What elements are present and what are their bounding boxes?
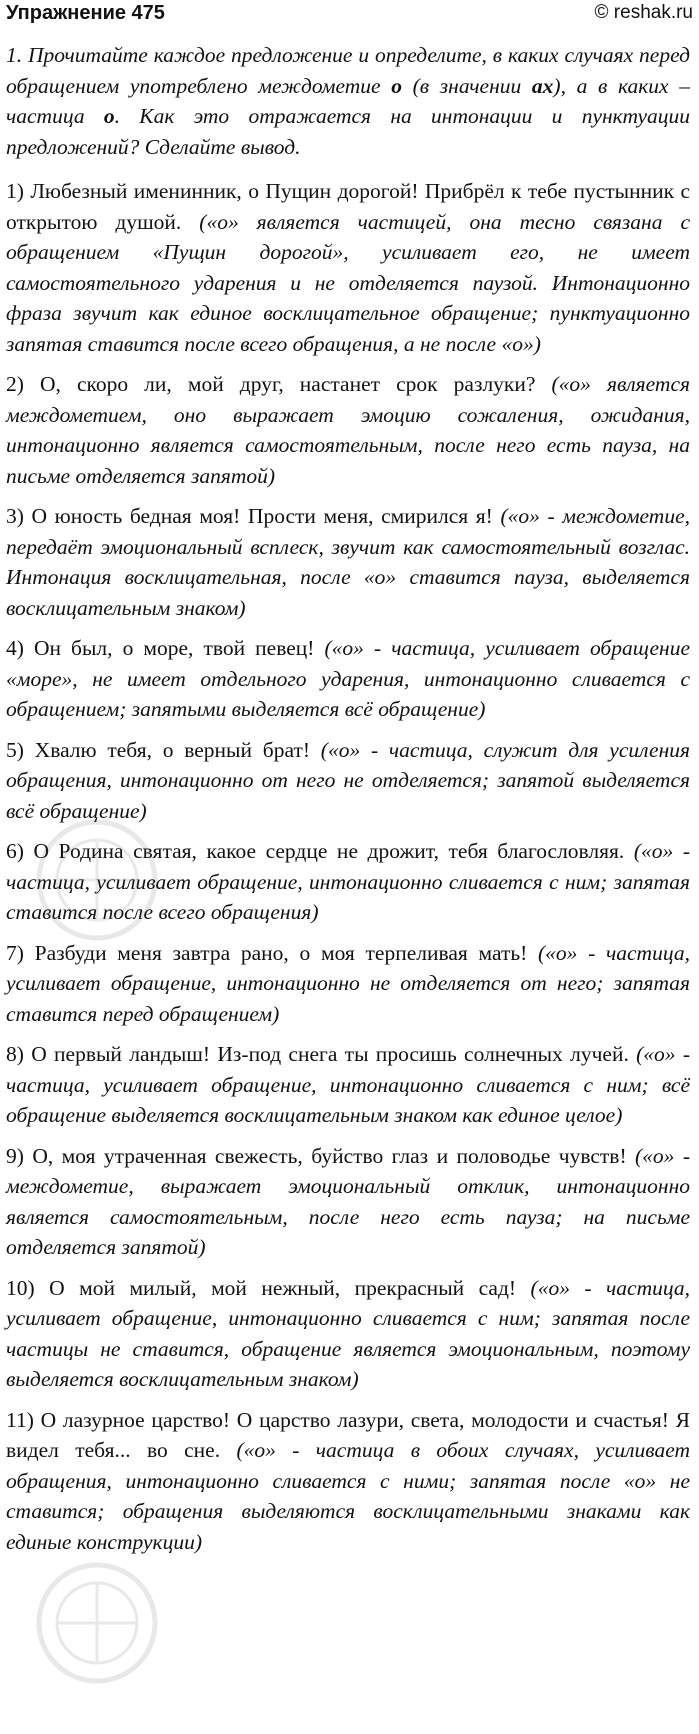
answer-item [6, 836, 690, 928]
sentence-text: 6) О Родина святая, какое сердце не дрожит, тебя благословляя. [6, 839, 634, 863]
exercise-title: Упражнение 475 [6, 2, 165, 24]
answer-note: («о» - частица, усиливает обращение, интонационно сливается с ним; всё обращение выделяется восклицательным знаком как единое целое) [6, 1042, 690, 1127]
source-label: © reshak.ru [594, 2, 693, 23]
answer-item [6, 633, 690, 725]
answer-note: («о» - частица, усиливает обращение, интонационно сливается с ним; запятая после частицы не ставится, обращение является эмоциональным, поэтому выделяется восклицательным знаком) [6, 1275, 690, 1391]
task-statement [6, 40, 690, 162]
answer-note: («о» - частица в обоих случаях, усиливает обращения, интонационно сливается с ними; запятая после «о» не ставится; обращения выделяются восклицательными знаками как единые конструкции) [6, 1438, 691, 1554]
answer-item [6, 369, 690, 491]
answer-note: («о» - междометие, выражает эмоциональный отклик, интонационно является самостоятельным, после него есть пауза; на письме отделяется запятой) [6, 1143, 690, 1259]
sentence-text: 8) О первый ландыш! Из-под снега ты просишь солнечных лучей. [6, 1042, 637, 1066]
sentence-text: 4) Он был, о море, твой певец! [6, 636, 325, 660]
answer-item [6, 1039, 690, 1131]
task-text-part: (в значении [401, 73, 532, 98]
sentence-text: 9) О, моя утраченная свежесть, буйство глаз и половодье чувств! [6, 1143, 636, 1168]
answer-note: («о» - частица, усиливает обращение, интонационно не отделяется от него; запятая ставится перед обращением) [6, 940, 690, 1026]
answer-note: («о» - междометие, передаёт эмоциональный всплеск, звучит как самостоятельный возглас. Интонация восклицательная, после «о» ставится пауза, выделяется восклицательным знаком) [6, 504, 690, 620]
answer-note: («о» является междометием, оно выражает эмоцию сожаления, ожидания, интонационно является самостоятельным, после него есть пауза, на письме отделяется запятой) [6, 372, 690, 488]
sentence-text: 2) О, скоро ли, мой друг, настанет срок разлуки? [6, 372, 552, 396]
answer-note: («о» - частица, служит для усиления обращения, интонационно от него не отделяется; запятой выделяется всё обращение) [6, 737, 690, 823]
sentence-text: 10) О мой милый, мой нежный, прекрасный сад! [6, 1275, 531, 1300]
answer-item [6, 938, 690, 1030]
task-text-part: ), а в каких – частица [6, 73, 690, 128]
watermark-logo [22, 1548, 172, 1698]
answer-item [6, 501, 690, 623]
task-keyword: о [391, 73, 402, 98]
answer-item [6, 1405, 690, 1558]
exercise-content [6, 40, 690, 1567]
task-text-part: . Как это отражается на интонации и пунктуации предложений? Сделайте вывод. [6, 104, 690, 159]
answer-note: («о» - частица, усиливает обращение, интонационно сливается с ним; запятая ставится после всего обращения) [6, 839, 690, 924]
sentence-text: 3) О юность бедная моя! Прости меня, смирился я! [6, 504, 501, 528]
answer-note: («о» - частица, усиливает обращение «море», не имеет отдельного ударения, интонационно сливается с обращением; запятыми выделяется всё обращение) [6, 636, 690, 721]
sentence-text: 7) Разбуди меня завтра рано, о моя терпеливая мать! [6, 940, 539, 965]
sentence-text: 5) Хвалю тебя, о верный брат! [6, 737, 321, 762]
answer-note: («о» является частицей, она тесно связана с обращением «Пущин дорогой», усиливает его, не имеет самостоятельного ударения и не отделяется паузой. Интонационно фраза звучит как единое восклицательное обращение; пунктуационно запятая ставится после всего обращения, а не после «о») [6, 209, 690, 356]
task-keyword: о [103, 104, 115, 128]
task-keyword: ах [531, 73, 554, 98]
sentence-text: 1) Любезный именинник, о Пущин дорогой! Прибрёл к тебе пустынник с открытою душой. [6, 179, 690, 234]
answer-item [6, 1141, 690, 1263]
page-header [0, 0, 699, 32]
sentence-text: 11) О лазурное царство! О царство лазури, света, молодости и счастья! Я видел тебя... во сне. [6, 1407, 690, 1462]
answer-item [6, 1273, 690, 1395]
answer-item [6, 176, 690, 359]
answer-item [6, 735, 690, 827]
task-text-part: 1. Прочитайте каждое предложение и определите, в каких случаях перед обращением употреблено междометие [6, 43, 690, 98]
